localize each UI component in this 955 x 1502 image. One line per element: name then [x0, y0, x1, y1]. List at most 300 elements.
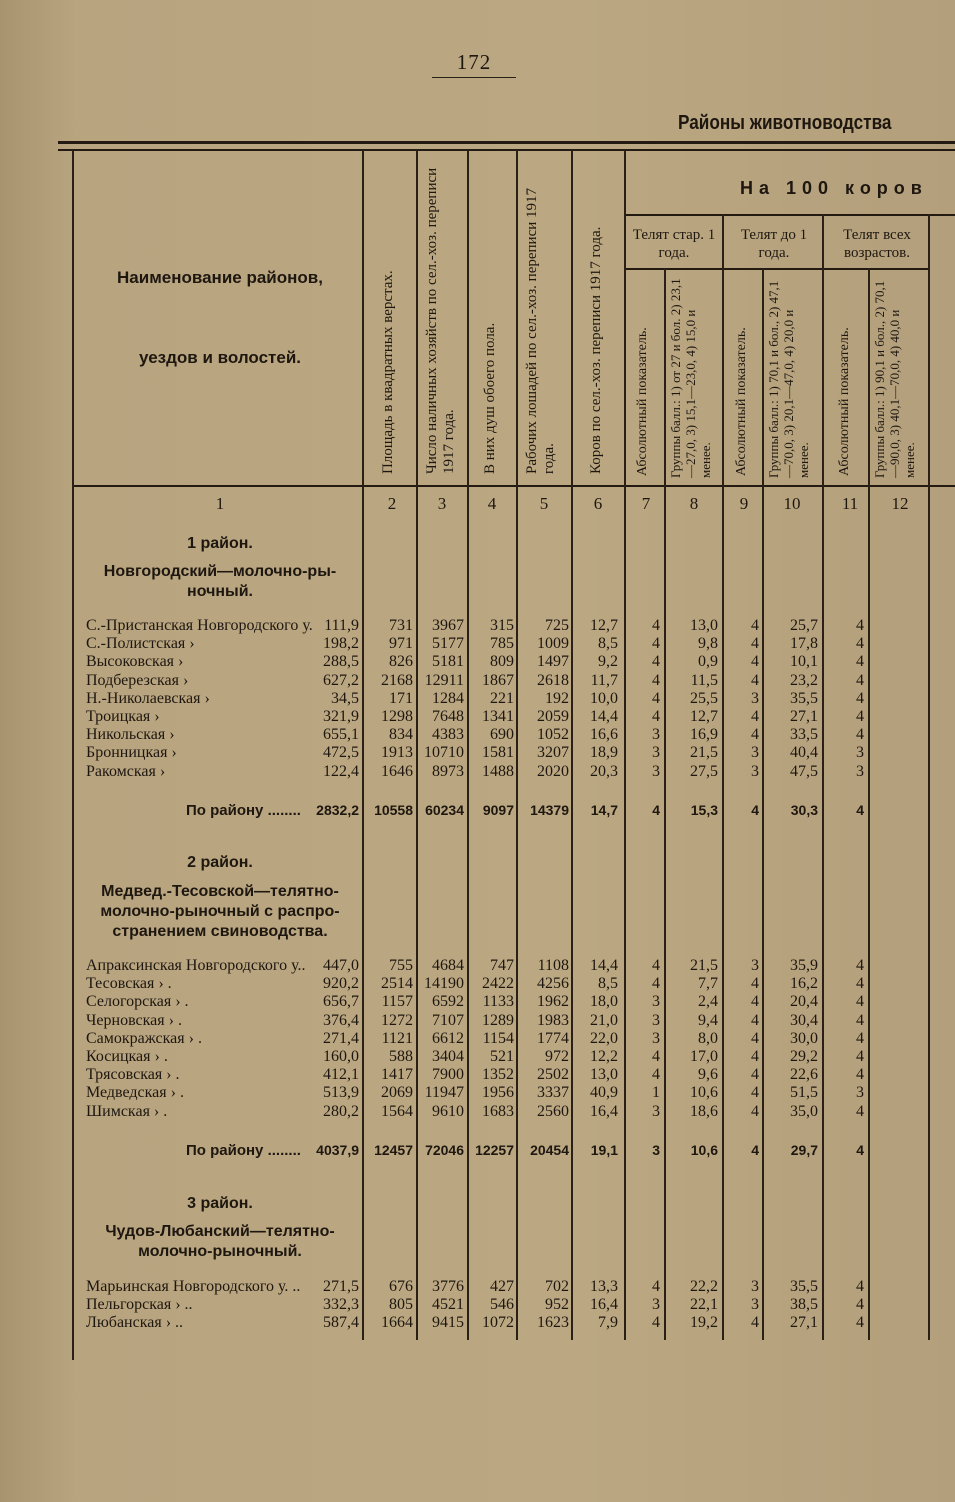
cell-value: 192 [545, 689, 569, 707]
col7-header: Абсолютный показатель. [635, 327, 650, 476]
cell-value: 14190 [424, 975, 464, 993]
cell-value: 4 [751, 635, 759, 653]
cell-value: 9610 [432, 1102, 464, 1120]
cell-value: 3 [652, 762, 660, 780]
cell-value: 1352 [482, 1066, 514, 1084]
volost-name: Троицкая › [86, 708, 160, 725]
cell-value: 25,5 [690, 689, 718, 707]
cell-value: 747 [490, 957, 514, 974]
table-row [0, 1296, 955, 1314]
cell-value: 12,2 [590, 1048, 618, 1065]
cell-value: 10,0 [590, 689, 618, 707]
cell-value: 5177 [432, 635, 464, 653]
cell-value: 7648 [432, 708, 464, 725]
cell-value: 4 [856, 993, 864, 1011]
cell-value: 472,5 [323, 744, 359, 762]
cell-value: 521 [490, 1048, 514, 1065]
cell-value: 2618 [537, 671, 569, 689]
cell-value: 5181 [432, 653, 464, 671]
volost-name: Марьинская Новгородского у. .. [86, 1278, 301, 1295]
cell-value: 4 [652, 671, 660, 689]
cell-value: 676 [389, 1278, 413, 1295]
cell-value: 546 [490, 1296, 514, 1314]
cell-value: 627,2 [323, 671, 359, 689]
cell-value: 4 [751, 617, 759, 634]
cell-value: 4 [856, 957, 864, 974]
cell-value: 17,0 [690, 1048, 718, 1065]
cell-value: 3 [856, 744, 864, 762]
cell-value: 35,0 [790, 1102, 818, 1120]
cell-value: 3 [751, 1296, 759, 1314]
cell-value: 30,4 [790, 1011, 818, 1029]
cell-value: 20454 [530, 1142, 569, 1158]
cell-value: 4256 [537, 975, 569, 993]
district-subtitle: Медвед.-Тесовской—телятно- [101, 883, 339, 900]
cell-value: 1284 [432, 689, 464, 707]
cell-value: 30,0 [790, 1029, 818, 1047]
volost-name: Апраксинская Новгородского у.. [86, 957, 306, 974]
cell-value: 7,9 [598, 1314, 618, 1332]
cell-value: 4 [652, 1048, 660, 1065]
cell-value: 160,0 [323, 1048, 359, 1065]
cell-value: 10558 [374, 802, 413, 818]
cell-value: 1121 [381, 1029, 413, 1047]
table-row [0, 672, 955, 690]
cell-value: 1913 [381, 744, 413, 762]
cell-value: 2168 [381, 671, 413, 689]
column-number: 8 [689, 494, 699, 513]
col6-header: Коров по сел.-хоз. переписи 1917 года. [588, 226, 604, 474]
cell-value: 1664 [381, 1314, 413, 1332]
volost-name: Черновская › . [86, 1011, 182, 1029]
cell-value: 20,3 [590, 762, 618, 780]
cell-value: 1646 [381, 762, 413, 780]
cell-value: 122,4 [323, 762, 359, 780]
table-row [0, 726, 955, 744]
cell-value: 17,8 [790, 635, 818, 653]
column-number: 10 [783, 494, 801, 513]
total-label: По району ........ [186, 1142, 301, 1159]
cell-value: 702 [545, 1278, 569, 1295]
cell-value: 1072 [482, 1314, 514, 1332]
cell-value: 1157 [381, 993, 413, 1011]
cell-value: 4 [856, 1278, 864, 1295]
cell-value: 4 [856, 1102, 864, 1120]
cell-value: 4 [856, 1142, 864, 1158]
cell-value: 4 [856, 726, 864, 744]
cell-value: 27,5 [690, 762, 718, 780]
cell-value: 4 [751, 1066, 759, 1084]
cell-value: 111,9 [324, 617, 359, 634]
cell-value: 14,4 [590, 708, 618, 725]
cell-value: 4 [751, 1314, 759, 1332]
cell-value: 8,5 [598, 635, 618, 653]
cell-value: 587,4 [323, 1314, 359, 1332]
district-subtitle: молочно-рыночный. [138, 1243, 302, 1260]
cell-value: 1154 [482, 1029, 514, 1047]
cell-value: 10,1 [790, 653, 818, 671]
cell-value: 3337 [537, 1084, 569, 1102]
page-number: 172 [432, 50, 516, 78]
cell-value: 1774 [537, 1029, 569, 1047]
cell-value: 4 [856, 1066, 864, 1084]
cell-value: 4 [856, 1296, 864, 1314]
cell-value: 4 [652, 975, 660, 993]
cell-value: 171 [389, 689, 413, 707]
table-row [0, 993, 955, 1011]
cell-value: 3 [652, 726, 660, 744]
volost-name: С.-Полистская › [86, 635, 195, 653]
cell-value: 3 [751, 689, 759, 707]
volost-name: Подберезская › [86, 671, 189, 689]
cell-value: 35,5 [790, 689, 818, 707]
volost-name: Н.-Николаевская › [86, 689, 210, 707]
col3-header: Число наличных хозяйств по сел.-хоз. переписи 1917 года. [424, 167, 457, 474]
cell-value: 3967 [432, 617, 464, 634]
subheader-all-calves: Телят всех возрастов. [843, 227, 911, 261]
column-number: 6 [593, 494, 603, 513]
cell-value: 4 [751, 1048, 759, 1065]
cell-value: 1133 [482, 993, 514, 1011]
column-number: 7 [641, 494, 651, 513]
col4-header: В них душ обоего пола. [482, 322, 498, 474]
cell-value: 4684 [432, 957, 464, 974]
cell-value: 1341 [482, 708, 514, 725]
cell-value: 4 [751, 802, 759, 818]
subheader-rule-2 [624, 268, 930, 270]
table-row [0, 1030, 955, 1048]
cell-value: 2502 [537, 1066, 569, 1084]
table-row [0, 1066, 955, 1084]
cell-value: 2,4 [698, 993, 718, 1011]
group-header: На 100 коров [740, 178, 928, 198]
column-number: 3 [437, 494, 447, 513]
cell-value: 9,2 [598, 653, 618, 671]
cell-value: 13,3 [590, 1278, 618, 1295]
cell-value: 21,5 [690, 744, 718, 762]
cell-value: 805 [389, 1296, 413, 1314]
cell-value: 725 [545, 617, 569, 634]
cell-value: 3 [751, 957, 759, 974]
cell-value: 315 [490, 617, 514, 634]
cell-value: 15,3 [690, 802, 718, 818]
district-title: 3 район. [187, 1195, 253, 1212]
cell-value: 20,4 [790, 993, 818, 1011]
cell-value: 1623 [537, 1314, 569, 1332]
cell-value: 4 [652, 1066, 660, 1084]
column-number: 1 [215, 494, 225, 513]
cell-value: 23,2 [790, 671, 818, 689]
table-row [0, 690, 955, 708]
district-subtitle: Новгородский—молочно-ры- [103, 563, 337, 580]
cell-value: 4 [652, 957, 660, 974]
subheader-rule [624, 214, 955, 216]
cell-value: 13,0 [590, 1066, 618, 1084]
column-number: 9 [739, 494, 749, 513]
cell-value: 2020 [537, 762, 569, 780]
table-row [0, 1012, 955, 1030]
cell-value: 1417 [381, 1066, 413, 1084]
col5-header: Рабочих лошадей по сел.-хоз. переписи 1917 года. [524, 187, 557, 474]
cell-value: 4 [652, 635, 660, 653]
cell-value: 2422 [482, 975, 514, 993]
district-subtitle: ночный. [187, 583, 253, 600]
volost-name: Трясовская › . [86, 1066, 180, 1084]
cell-value: 3 [652, 1296, 660, 1314]
cell-value: 18,6 [690, 1102, 718, 1120]
cell-value: 29,2 [790, 1048, 818, 1065]
volost-name: Высоковская › [86, 653, 184, 671]
cell-value: 22,2 [690, 1278, 718, 1295]
cell-value: 1962 [537, 993, 569, 1011]
cell-value: 35,5 [790, 1278, 818, 1295]
cell-value: 11,5 [690, 671, 718, 689]
cell-value: 4 [856, 653, 864, 671]
cell-value: 3 [856, 1084, 864, 1102]
cell-value: 4 [856, 1048, 864, 1065]
cell-value: 4 [652, 653, 660, 671]
cell-value: 4 [751, 1084, 759, 1102]
cell-value: 9415 [432, 1314, 464, 1332]
cell-value: 9097 [482, 802, 514, 818]
cell-value: 7107 [432, 1011, 464, 1029]
table-row [0, 1084, 955, 1102]
cell-value: 21,5 [690, 957, 718, 974]
district-total-row [0, 802, 955, 820]
cell-value: 288,5 [323, 653, 359, 671]
cell-value: 8973 [432, 762, 464, 780]
cell-value: 8,5 [598, 975, 618, 993]
cell-value: 22,0 [590, 1029, 618, 1047]
column-number: 11 [841, 494, 859, 513]
cell-value: 9,8 [698, 635, 718, 653]
cell-value: 3 [751, 1278, 759, 1295]
volost-name: Самокражская › . [86, 1029, 202, 1047]
cell-value: 4 [856, 689, 864, 707]
cell-value: 656,7 [323, 993, 359, 1011]
volost-name: Тесовская › . [86, 975, 172, 993]
cell-value: 9,4 [698, 1011, 718, 1029]
cell-value: 513,9 [323, 1084, 359, 1102]
cell-value: 4 [856, 802, 864, 818]
cell-value: 3 [652, 1029, 660, 1047]
cell-value: 14,4 [590, 957, 618, 974]
cell-value: 8,0 [698, 1029, 718, 1047]
col10-header: Группы балл.: 1) 70,1 и бол., 2) 47,1—70,0, 3) 20,1—47,0, 4) 20,0 и менее. [766, 280, 811, 478]
volost-name: Селогорская › . [86, 993, 189, 1011]
cell-value: 4 [652, 802, 660, 818]
cell-value: 834 [389, 726, 413, 744]
cell-value: 4 [652, 617, 660, 634]
table-row [0, 975, 955, 993]
cell-value: 16,4 [590, 1296, 618, 1314]
cell-value: 27,1 [790, 708, 818, 725]
cell-value: 7,7 [698, 975, 718, 993]
cell-value: 4 [856, 1029, 864, 1047]
volost-name: С.-Пристанская Новгородского у. [86, 617, 313, 634]
cell-value: 10710 [424, 744, 464, 762]
column-number: 2 [387, 494, 397, 513]
name-column-header-line1: Наименование районов, [117, 268, 323, 287]
cell-value: 4 [751, 1029, 759, 1047]
cell-value: 12,7 [690, 708, 718, 725]
table-row [0, 1103, 955, 1121]
cell-value: 1009 [537, 635, 569, 653]
col2-header: Площадь в квадратных верстах. [380, 270, 396, 474]
cell-value: 4 [856, 975, 864, 993]
volost-name: Ракомская › [86, 762, 166, 780]
cell-value: 9,6 [698, 1066, 718, 1084]
cell-value: 588 [389, 1048, 413, 1065]
cell-value: 18,9 [590, 744, 618, 762]
cell-value: 3 [856, 762, 864, 780]
cell-value: 4 [856, 1314, 864, 1332]
cell-value: 1581 [482, 744, 514, 762]
cell-value: 4 [751, 1102, 759, 1120]
cell-value: 2560 [537, 1102, 569, 1120]
cell-value: 1052 [537, 726, 569, 744]
volost-name: Косицкая › . [86, 1048, 168, 1065]
cell-value: 4 [652, 689, 660, 707]
cell-value: 27,1 [790, 1314, 818, 1332]
volost-name: Бронницкая › [86, 744, 177, 762]
cell-value: 14379 [530, 802, 569, 818]
table-row [0, 1278, 955, 1296]
cell-value: 16,2 [790, 975, 818, 993]
cell-value: 60234 [425, 802, 464, 818]
cell-value: 16,4 [590, 1102, 618, 1120]
cell-value: 3 [652, 1142, 660, 1158]
cell-value: 412,1 [323, 1066, 359, 1084]
cell-value: 1289 [482, 1011, 514, 1029]
district-total-row [0, 1142, 955, 1160]
cell-value: 4 [751, 726, 759, 744]
cell-value: 0,9 [698, 653, 718, 671]
volost-name: Медведская › . [86, 1084, 184, 1102]
cell-value: 16,9 [690, 726, 718, 744]
cell-value: 1983 [537, 1011, 569, 1029]
cell-value: 4037,9 [316, 1142, 359, 1158]
subheader-young-calves: Телят до 1 года. [740, 227, 808, 261]
cell-value: 19,2 [690, 1314, 718, 1332]
cell-value: 447,0 [323, 957, 359, 974]
cell-value: 271,5 [323, 1278, 359, 1295]
cell-value: 1272 [381, 1011, 413, 1029]
cell-value: 809 [490, 653, 514, 671]
cell-value: 4 [751, 1011, 759, 1029]
cell-value: 826 [389, 653, 413, 671]
cell-value: 51,5 [790, 1084, 818, 1102]
cell-value: 952 [545, 1296, 569, 1314]
cell-value: 3 [652, 744, 660, 762]
cell-value: 221 [490, 689, 514, 707]
volost-name: Никольская › [86, 726, 175, 744]
cell-value: 33,5 [790, 726, 818, 744]
cell-value: 655,1 [323, 726, 359, 744]
cell-value: 4 [751, 671, 759, 689]
cell-value: 30,3 [790, 802, 818, 818]
cell-value: 1564 [381, 1102, 413, 1120]
cell-value: 4 [751, 1142, 759, 1158]
cell-value: 6612 [432, 1029, 464, 1047]
cell-value: 2069 [381, 1084, 413, 1102]
cell-value: 4 [856, 635, 864, 653]
district-subtitle: молочно-рыночный с распро- [100, 903, 340, 920]
cell-value: 1488 [482, 762, 514, 780]
table-row [0, 957, 955, 975]
cell-value: 12911 [424, 671, 464, 689]
table-row [0, 1314, 955, 1332]
cell-value: 25,7 [790, 617, 818, 634]
cell-value: 198,2 [323, 635, 359, 653]
cell-value: 19,1 [590, 1142, 618, 1158]
table-row [0, 617, 955, 635]
total-label: По району ........ [186, 802, 301, 819]
cell-value: 18,0 [590, 993, 618, 1011]
cell-value: 785 [490, 635, 514, 653]
cell-value: 12,7 [590, 617, 618, 634]
cell-value: 11947 [424, 1084, 464, 1102]
cell-value: 22,6 [790, 1066, 818, 1084]
cell-value: 4 [856, 617, 864, 634]
cell-value: 4 [652, 1278, 660, 1295]
cell-value: 971 [389, 635, 413, 653]
cell-value: 3 [751, 744, 759, 762]
cell-value: 427 [490, 1278, 514, 1295]
table-row [0, 1048, 955, 1066]
col9-header: Абсолютный показатель. [734, 327, 749, 476]
cell-value: 3 [751, 762, 759, 780]
district-subtitle: странением свиноводства. [112, 923, 328, 940]
cell-value: 13,0 [690, 617, 718, 634]
cell-value: 731 [389, 617, 413, 634]
cell-value: 72046 [425, 1142, 464, 1158]
cell-value: 4 [751, 975, 759, 993]
top-rule-thin [58, 149, 955, 151]
cell-value: 1298 [381, 708, 413, 725]
table-row [0, 635, 955, 653]
table-row [0, 653, 955, 671]
cell-value: 7900 [432, 1066, 464, 1084]
cell-value: 690 [490, 726, 514, 744]
subheader-older-calves: Телят стар. 1 года. [632, 227, 716, 261]
district-title: 2 район. [187, 854, 253, 871]
cell-value: 280,2 [323, 1102, 359, 1120]
cell-value: 4 [751, 653, 759, 671]
district-title: 1 район. [187, 535, 253, 552]
cell-value: 2514 [381, 975, 413, 993]
cell-value: 11,7 [590, 671, 618, 689]
cell-value: 2059 [537, 708, 569, 725]
cell-value: 321,9 [323, 708, 359, 725]
cell-value: 4 [856, 1011, 864, 1029]
cell-value: 1497 [537, 653, 569, 671]
column-number: 5 [539, 494, 549, 513]
cell-value: 40,4 [790, 744, 818, 762]
cell-value: 3776 [432, 1278, 464, 1295]
volost-name: Любанская › .. [86, 1314, 184, 1332]
table-row [0, 708, 955, 726]
cell-value: 3 [652, 993, 660, 1011]
name-column-header-line2: уездов и волостей. [139, 348, 301, 367]
cell-value: 332,3 [323, 1296, 359, 1314]
col11-header: Абсолютный показатель. [837, 327, 852, 476]
cell-value: 376,4 [323, 1011, 359, 1029]
cell-value: 47,5 [790, 762, 818, 780]
cell-value: 1 [652, 1084, 660, 1102]
cell-value: 10,6 [690, 1142, 718, 1158]
cell-value: 6592 [432, 993, 464, 1011]
